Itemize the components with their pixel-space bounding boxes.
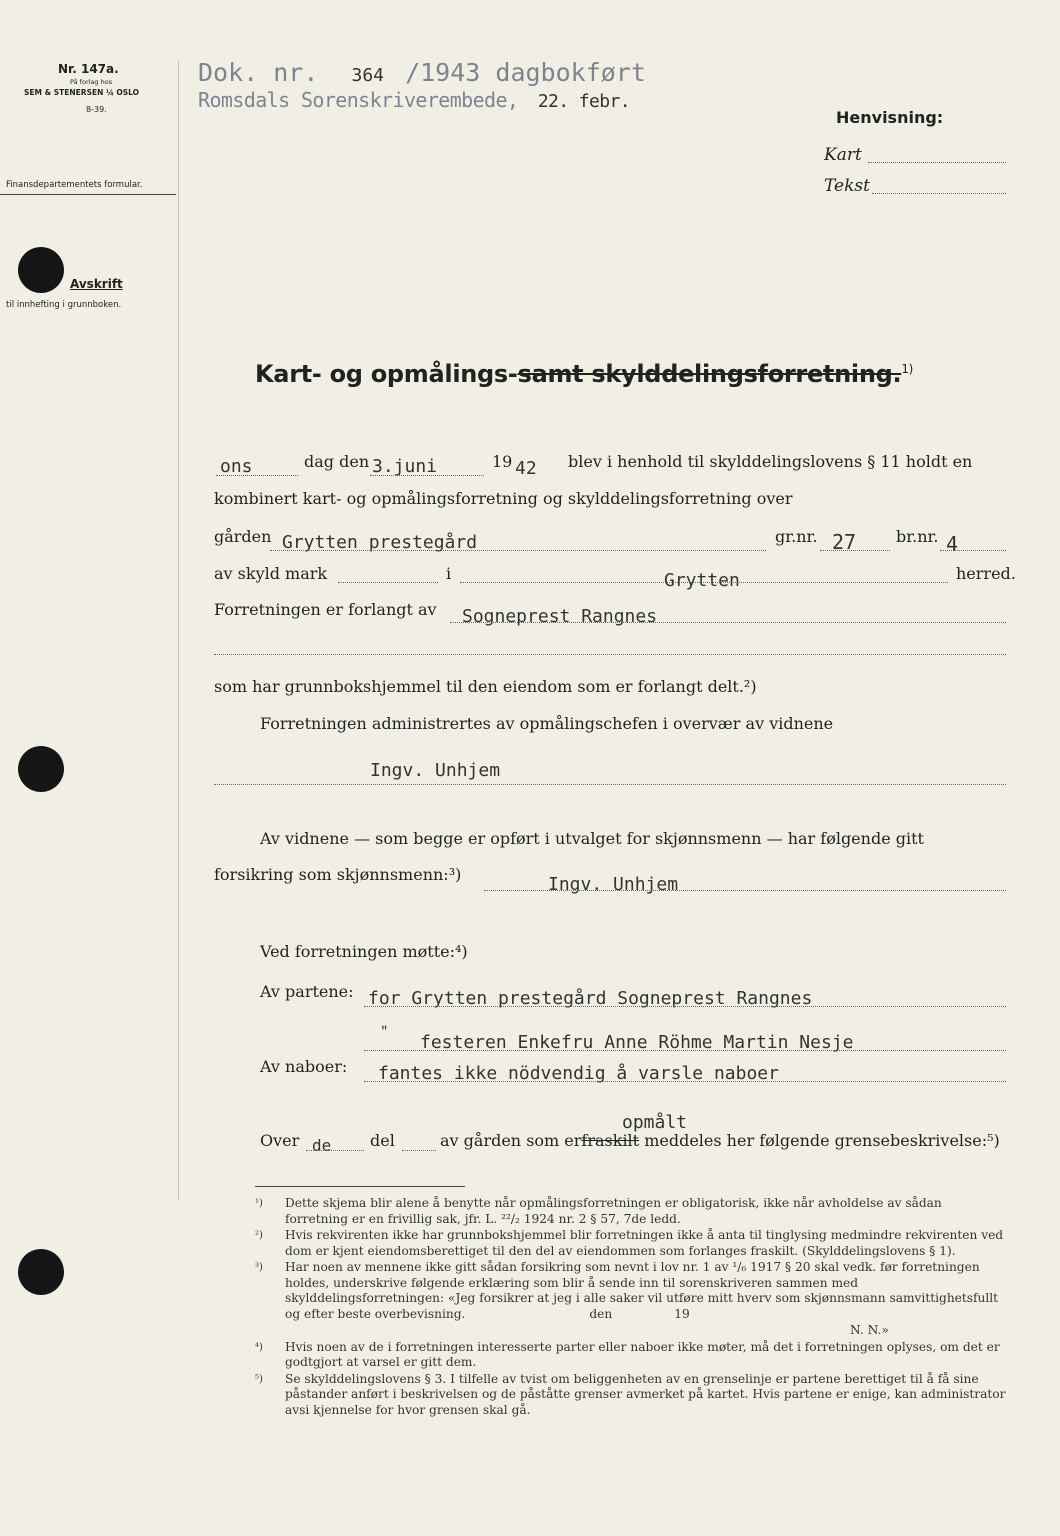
of-farm-text: av gården som er	[440, 1131, 582, 1150]
herred-label: herred.	[956, 564, 1016, 583]
footnote-3	[255, 1260, 1007, 1322]
footnote-text: Hvis noen av de i forretningen interesserte parter eller naboer ikke møter, må det i forretningen oplyses, om det er godtgjort at varsel er gitt dem.	[285, 1339, 1000, 1369]
brnr-value: 4	[946, 532, 959, 556]
farm-value: Grytten prestegård	[282, 532, 478, 553]
skyld-line	[338, 582, 438, 583]
footnote-text: Se skylddelingslovens § 3. I tilfelle av tvist om beliggenheten av en grenselinje er partene berettiget til å få sine påstander anført i beskrivelsen og de påståtte grenser avmerket på kartet. Hvis partene er enige, kan administrator avsi kjennelse for hvor grensen skal gå.	[285, 1371, 1006, 1417]
stamp-year: /1943	[405, 58, 481, 87]
form-publisher-line1: På forlag hos	[70, 78, 113, 86]
stamp-line1	[198, 58, 646, 87]
reference-kart-line	[868, 162, 1006, 163]
dag-den: dag den	[304, 452, 370, 471]
margin-line	[178, 60, 179, 1200]
footnote-mark: ⁴)	[255, 1341, 263, 1353]
stamp-date: 22. febr.	[537, 91, 630, 112]
copy-sub-label: til innhefting i grunnboken.	[6, 300, 122, 310]
witness-name: Ingv. Unhjem	[370, 760, 501, 781]
punch-hole-middle	[18, 746, 64, 792]
footnote-4	[255, 1340, 1007, 1371]
sworn-line	[484, 890, 1006, 891]
herred-value: Grytten	[664, 570, 740, 591]
herred-line	[460, 582, 948, 583]
sworn-name: Ingv. Unhjem	[548, 874, 679, 895]
reference-heading: Henvisning:	[836, 108, 944, 127]
grnr-line	[820, 550, 890, 551]
requested-line-2	[214, 654, 1006, 655]
form-number: Nr. 147a.	[58, 62, 119, 76]
attended-label: Ved forretningen møtte:⁴)	[260, 942, 468, 961]
footnote-text: Dette skjema blir alene å benytte når opmålingsforretningen er obligatorisk, ikke når avholdelse av sådan forretning er en frivillig sak, jfr. L. ²²/₂ 1924 nr. 2 § 57, 7de ledd.	[285, 1196, 942, 1226]
footnote-text: Har noen av mennene ikke gitt sådan forsikring som nevnt i lov nr. 1 av ¹/₆ 1917 § 20 skal vedk. før forretningen holdes, underskrive følgende erklæring som blir å sende inn til sorenskriveren sammen med skylddelingsforretningen: «Jeg forsikrer at jeg i alle saker vil utføre mitt hverv som skjønnsmann samvittighetsfullt og efter beste overbevisning. den 19	[285, 1260, 1002, 1321]
footnote-mark	[255, 1323, 285, 1339]
over-label: Over	[260, 1131, 300, 1150]
hjemmel-text: som har grunnbokshjemmel til den eiendom som er forlangt delt.²)	[214, 677, 757, 696]
left-margin-rule	[0, 194, 176, 195]
footnote-text: Hvis rekvirenten ikke har grunnbokshjemmel blir forretningen ikke å anta til tinglysing medmindre rekvirenten ved dom er kjent eiendomsberettiget til den del av eiendommen som forlanges fraskilt. (Skylddelingslovens § 1).	[285, 1228, 1004, 1258]
ditto-mark: "	[380, 1024, 389, 1040]
footnote-5	[255, 1372, 1007, 1419]
weekday-line	[216, 475, 298, 476]
form-publisher: SEM & STENERSEN ¼ OSLO	[24, 88, 140, 97]
brnr-label: br.nr.	[896, 527, 939, 546]
footnote-rule	[255, 1186, 465, 1187]
admin-text: Forretningen administrertes av opmålingschefen i overvær av vidnene	[260, 714, 834, 733]
del-label: del	[370, 1131, 395, 1150]
stamp-office: Romsdals Sorenskriverembede,	[198, 88, 519, 112]
stamp-doc-label: Dok. nr.	[198, 58, 319, 87]
grnr-label: gr.nr.	[775, 527, 818, 546]
date-line	[370, 475, 484, 476]
parties-line-2: festeren Enkefru Anne Röhme Martin Nesje	[420, 1032, 854, 1053]
grnr-value: 27	[832, 530, 857, 554]
footnotes	[255, 1196, 1007, 1419]
weekday: ons	[220, 456, 253, 477]
parties-line-1-rule	[364, 1006, 1006, 1007]
boundary-line	[440, 1131, 1000, 1150]
farm-label: gården	[214, 527, 272, 546]
footnote-2	[255, 1228, 1007, 1259]
footnote-1	[255, 1196, 1007, 1227]
skyld-label: av skyld mark	[214, 564, 328, 583]
reference-tekst: Tekst	[824, 176, 870, 196]
farm-line	[270, 550, 766, 551]
punch-hole-top	[18, 247, 64, 293]
stamp-suffix: dagbokført	[495, 58, 646, 87]
footnote-mark: ⁵)	[255, 1373, 263, 1385]
i-label: i	[446, 564, 452, 583]
witness-text-1: Av vidnene — som begge er opført i utvalget for skjønnsmenn — har følgende gitt	[260, 829, 924, 848]
neighbours-label: Av naboer:	[260, 1057, 348, 1076]
reference-kart: Kart	[824, 145, 862, 165]
neighbours-rule	[364, 1081, 1006, 1082]
parties-label: Av partene:	[260, 982, 354, 1001]
footnote-3-signature	[255, 1323, 1007, 1339]
footnote-signature: N. N.»	[850, 1323, 889, 1337]
boundary-text: meddeles her følgende grensebeskrivelse:⁵)	[644, 1131, 1000, 1150]
requested-label: Forretningen er forlangt av	[214, 600, 437, 619]
opmalt-word: opmålt	[622, 1112, 688, 1133]
requested-line	[450, 622, 1006, 623]
neighbours-value: fantes ikke nödvendig å varsle naboer	[378, 1063, 779, 1084]
reference-tekst-line	[872, 193, 1006, 194]
footnote-mark: ¹)	[255, 1198, 263, 1209]
witness-line	[214, 784, 1006, 785]
requested-by: Sogneprest Rangnes	[462, 606, 658, 627]
form-date: 8-39.	[86, 105, 107, 114]
del-rule	[402, 1150, 436, 1151]
punch-hole-bottom	[18, 1249, 64, 1295]
line1-text: blev i henhold til skylddelingslovens § 11 holdt en	[568, 452, 973, 471]
page-title	[255, 360, 913, 388]
over-de: de	[312, 1136, 332, 1155]
year-prefix: 19	[492, 452, 513, 471]
brnr-line	[940, 550, 1006, 551]
year-suffix: 42	[515, 458, 537, 479]
stamp-line2	[198, 88, 630, 112]
struck-word: fraskilt	[581, 1131, 640, 1150]
title-struck: samt skylddelingsforretning.	[517, 360, 902, 388]
over-rule	[306, 1150, 364, 1151]
line2-text: kombinert kart- og opmålingsforretning og skylddelingsforretning over	[214, 489, 793, 508]
footnote-mark: ³)	[255, 1262, 263, 1273]
title-note: 1)	[901, 362, 914, 376]
footnote-mark: ²)	[255, 1230, 263, 1241]
ministry-form-label: Finansdepartementets formular.	[6, 180, 143, 190]
title-main: Kart- og opmålings-	[255, 360, 518, 388]
copy-label: Avskrift	[70, 277, 123, 291]
parties-line-1: for Grytten prestegård Sogneprest Rangnes	[368, 988, 813, 1009]
parties-line-2-rule	[364, 1050, 1006, 1051]
stamp-doc-number: 364	[351, 65, 384, 86]
date-value: 3.juni	[372, 456, 438, 477]
witness-text-2: forsikring som skjønnsmenn:³)	[214, 865, 462, 884]
